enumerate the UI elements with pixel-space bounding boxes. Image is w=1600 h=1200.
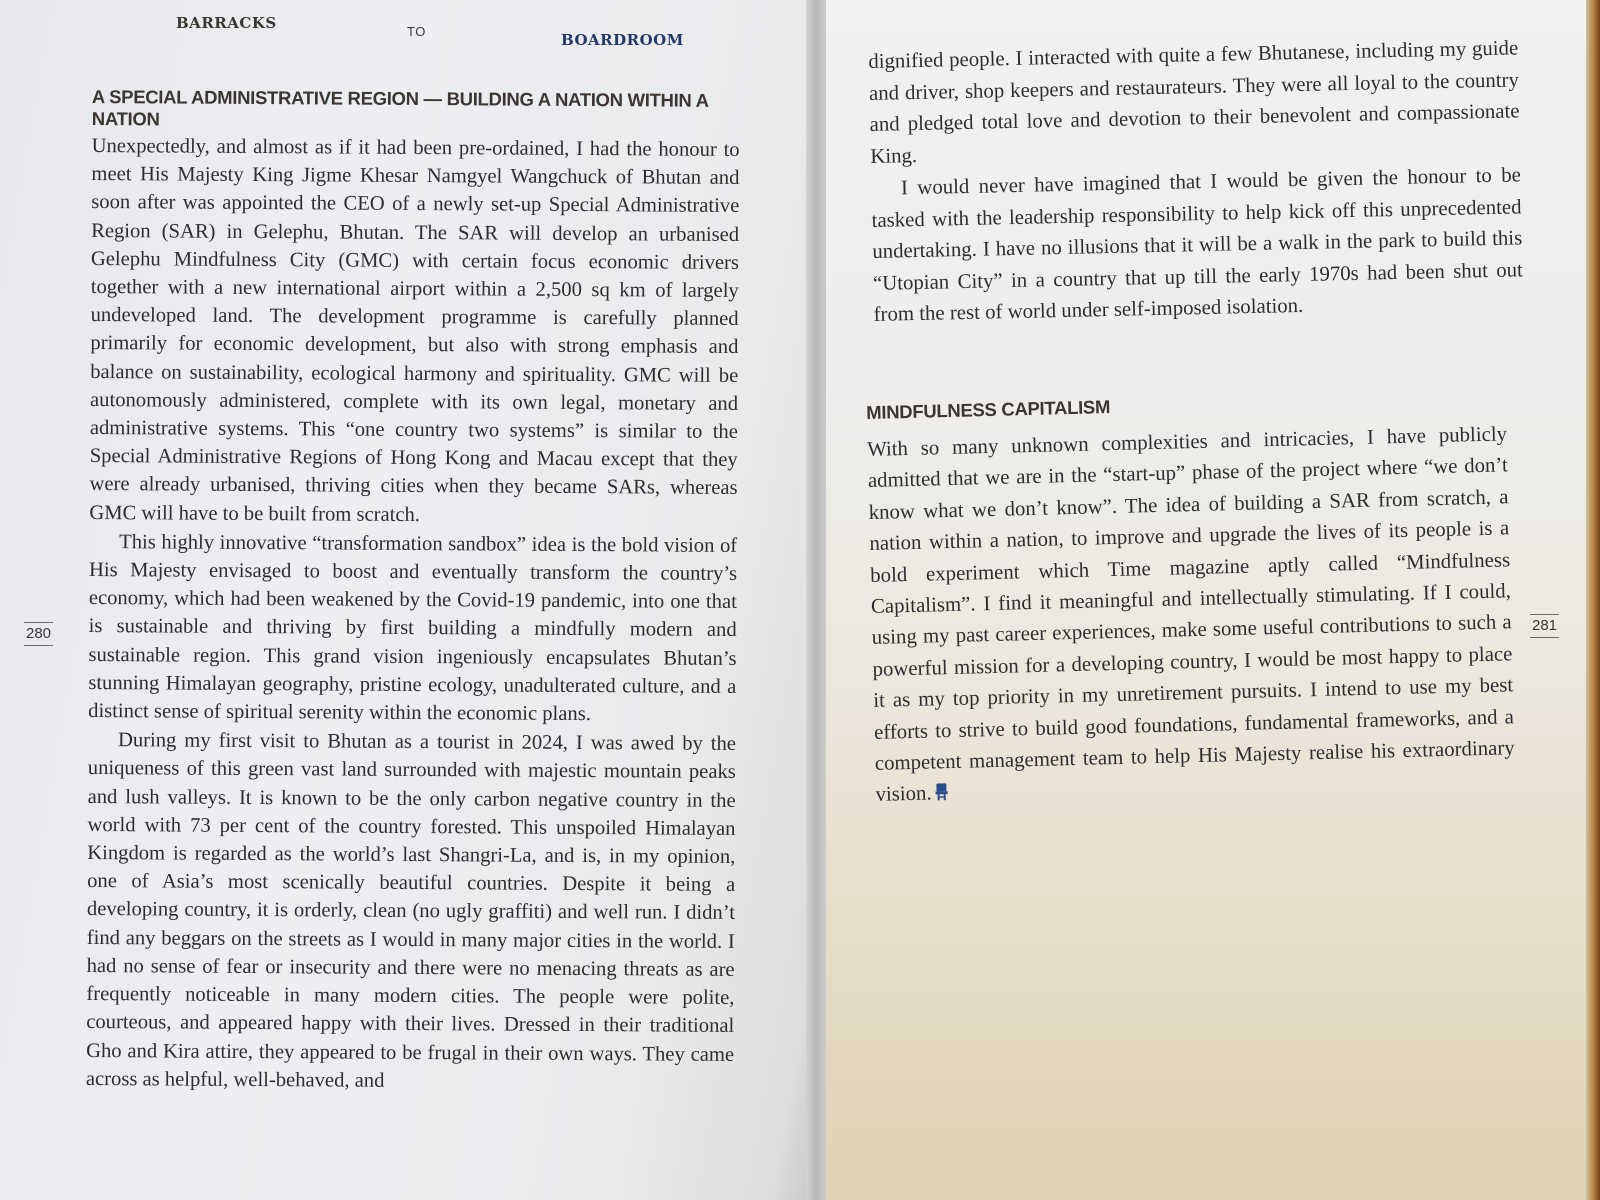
paragraph: This highly innovative “transformation sandbox” idea is the bold vision of His Majesty envisaged to boost and eventually transform the country’s economy, which had been weakened by the Covid-19 pandemic, into one that is sustainable and thriving by first building a mindfully modern and sustainable region. This grand vision ingeniously encapsulates Bhutan’s stunning Himalayan geography, pristine ecology, unadulterated culture, and a distinct sense of spiritual serenity within the economic plans. bbox=[88, 531, 738, 726]
section-heading-sar: A SPECIAL ADMINISTRATIVE REGION — BUILDING A NATION WITHIN A NATION bbox=[91, 86, 709, 130]
running-head-barracks: BARRACKS bbox=[176, 14, 277, 32]
page-number-left: 280 bbox=[24, 622, 53, 646]
running-head-to: TO bbox=[407, 24, 426, 39]
section-heading-mindfulness-capitalism: MINDFULNESS CAPITALISM bbox=[866, 396, 1111, 423]
book-gutter bbox=[806, 0, 828, 1200]
paragraph: dignified people. I interacted with quite a few Bhutanese, including my guide and driver, shop keepers and restaurateurs. They were all loyal to the country and pledged total love and devotion to their benevolent and compassionate King. bbox=[868, 36, 1520, 168]
running-head-boardroom: BOARDROOM bbox=[561, 31, 684, 49]
paragraph: During my first visit to Bhutan as a tourist in 2024, I was awed by the uniqueness of this green vast land surrounded with majestic mountain peaks and lush valleys. It is known to be the only carbon negative country in the world with 73 per cent of the country forested. This unspoiled Himalayan Kingdom is regarded as the world’s last Shangri-La, and is, in my opinion, one of Asia’s most scenically beautiful countries. Despite it being a developing country, it is orderly, clean (no ugly graffiti) and well run. I didn’t find any beggars on the streets as I would in many major cities in the world. I had no sense of fear or insecurity and there were no menacing threats as are frequently noticeable in many modern cities. The people were polite, courteous, and appeared happy with their lives. Dressed in their traditional Gho and Kira attire, they appeared to be frugal in their own ways. They came across as helpful, well-behaved, and bbox=[85, 729, 737, 1092]
page-number-right: 281 bbox=[1530, 614, 1559, 638]
page-edge bbox=[1586, 0, 1600, 1200]
chair-ornament-icon bbox=[934, 784, 948, 802]
paragraph: I would never have imagined that I would be given the honour to be tasked with the leadership responsibility to help kick off this unprecedented undertaking. I have no illusions that it will be a walk in the park to build this “Utopian City” in a country that up till the early 1970s had been shut out from the rest of world under self-imposed isolation. bbox=[871, 163, 1524, 326]
section-paragraph-text: With so many unknown complexities and intricacies, I have publicly admitted that we are in the “start-up” phase of the project where “we don’t know what we don’t know”. The idea of building a SAR from scratch, a nation within a nation, to improve and upgrade the lives of its people is a bold experiment which Time magazine aptly called “Mindfulness Capitalism”. I find it meaningful and intellectually stimulating. If I could, using my past career experiences, make some useful contributions to such a powerful mission for a developing country, I would be most happy to place it as my top priority in my unretirement pursuits. I intend to use my best efforts to strive to build good foundations, fundamental frameworks, and a competent management team to help His Majesty realise his extraordinary vision. bbox=[866, 422, 1515, 807]
paragraph bbox=[867, 418, 1516, 810]
right-page-content bbox=[868, 32, 1524, 330]
left-page-content bbox=[86, 86, 740, 1097]
mindfulness-capitalism-section bbox=[866, 386, 1516, 810]
paragraph: Unexpectedly, and almost as if it had been pre-ordained, I had the honour to meet His Majesty King Jigme Khesar Namgyel Wangchuck of Bhutan and soon after was appointed the CEO of a newly set-up Special Administrative Region (SAR) in Gelephu, Bhutan. The SAR will develop an urbanised Gelephu Mindfulness City (GMC) with certain focus economic drivers together with a new international airport within a 2,500 sq km of largely undeveloped land. The development programme is carefully planned primarily for economic development, but also with strong emphasis and balance on sustainability, ecological harmony and spirituality. GMC will be autonomously administered, complete with its own legal, monetary and administrative systems. This “one country two systems” is similar to the Special Administrative Regions of Hong Kong and Macau except that they were already urbanised, thriving cities when they became SARs, whereas GMC will have to be built from scratch. bbox=[89, 134, 740, 526]
